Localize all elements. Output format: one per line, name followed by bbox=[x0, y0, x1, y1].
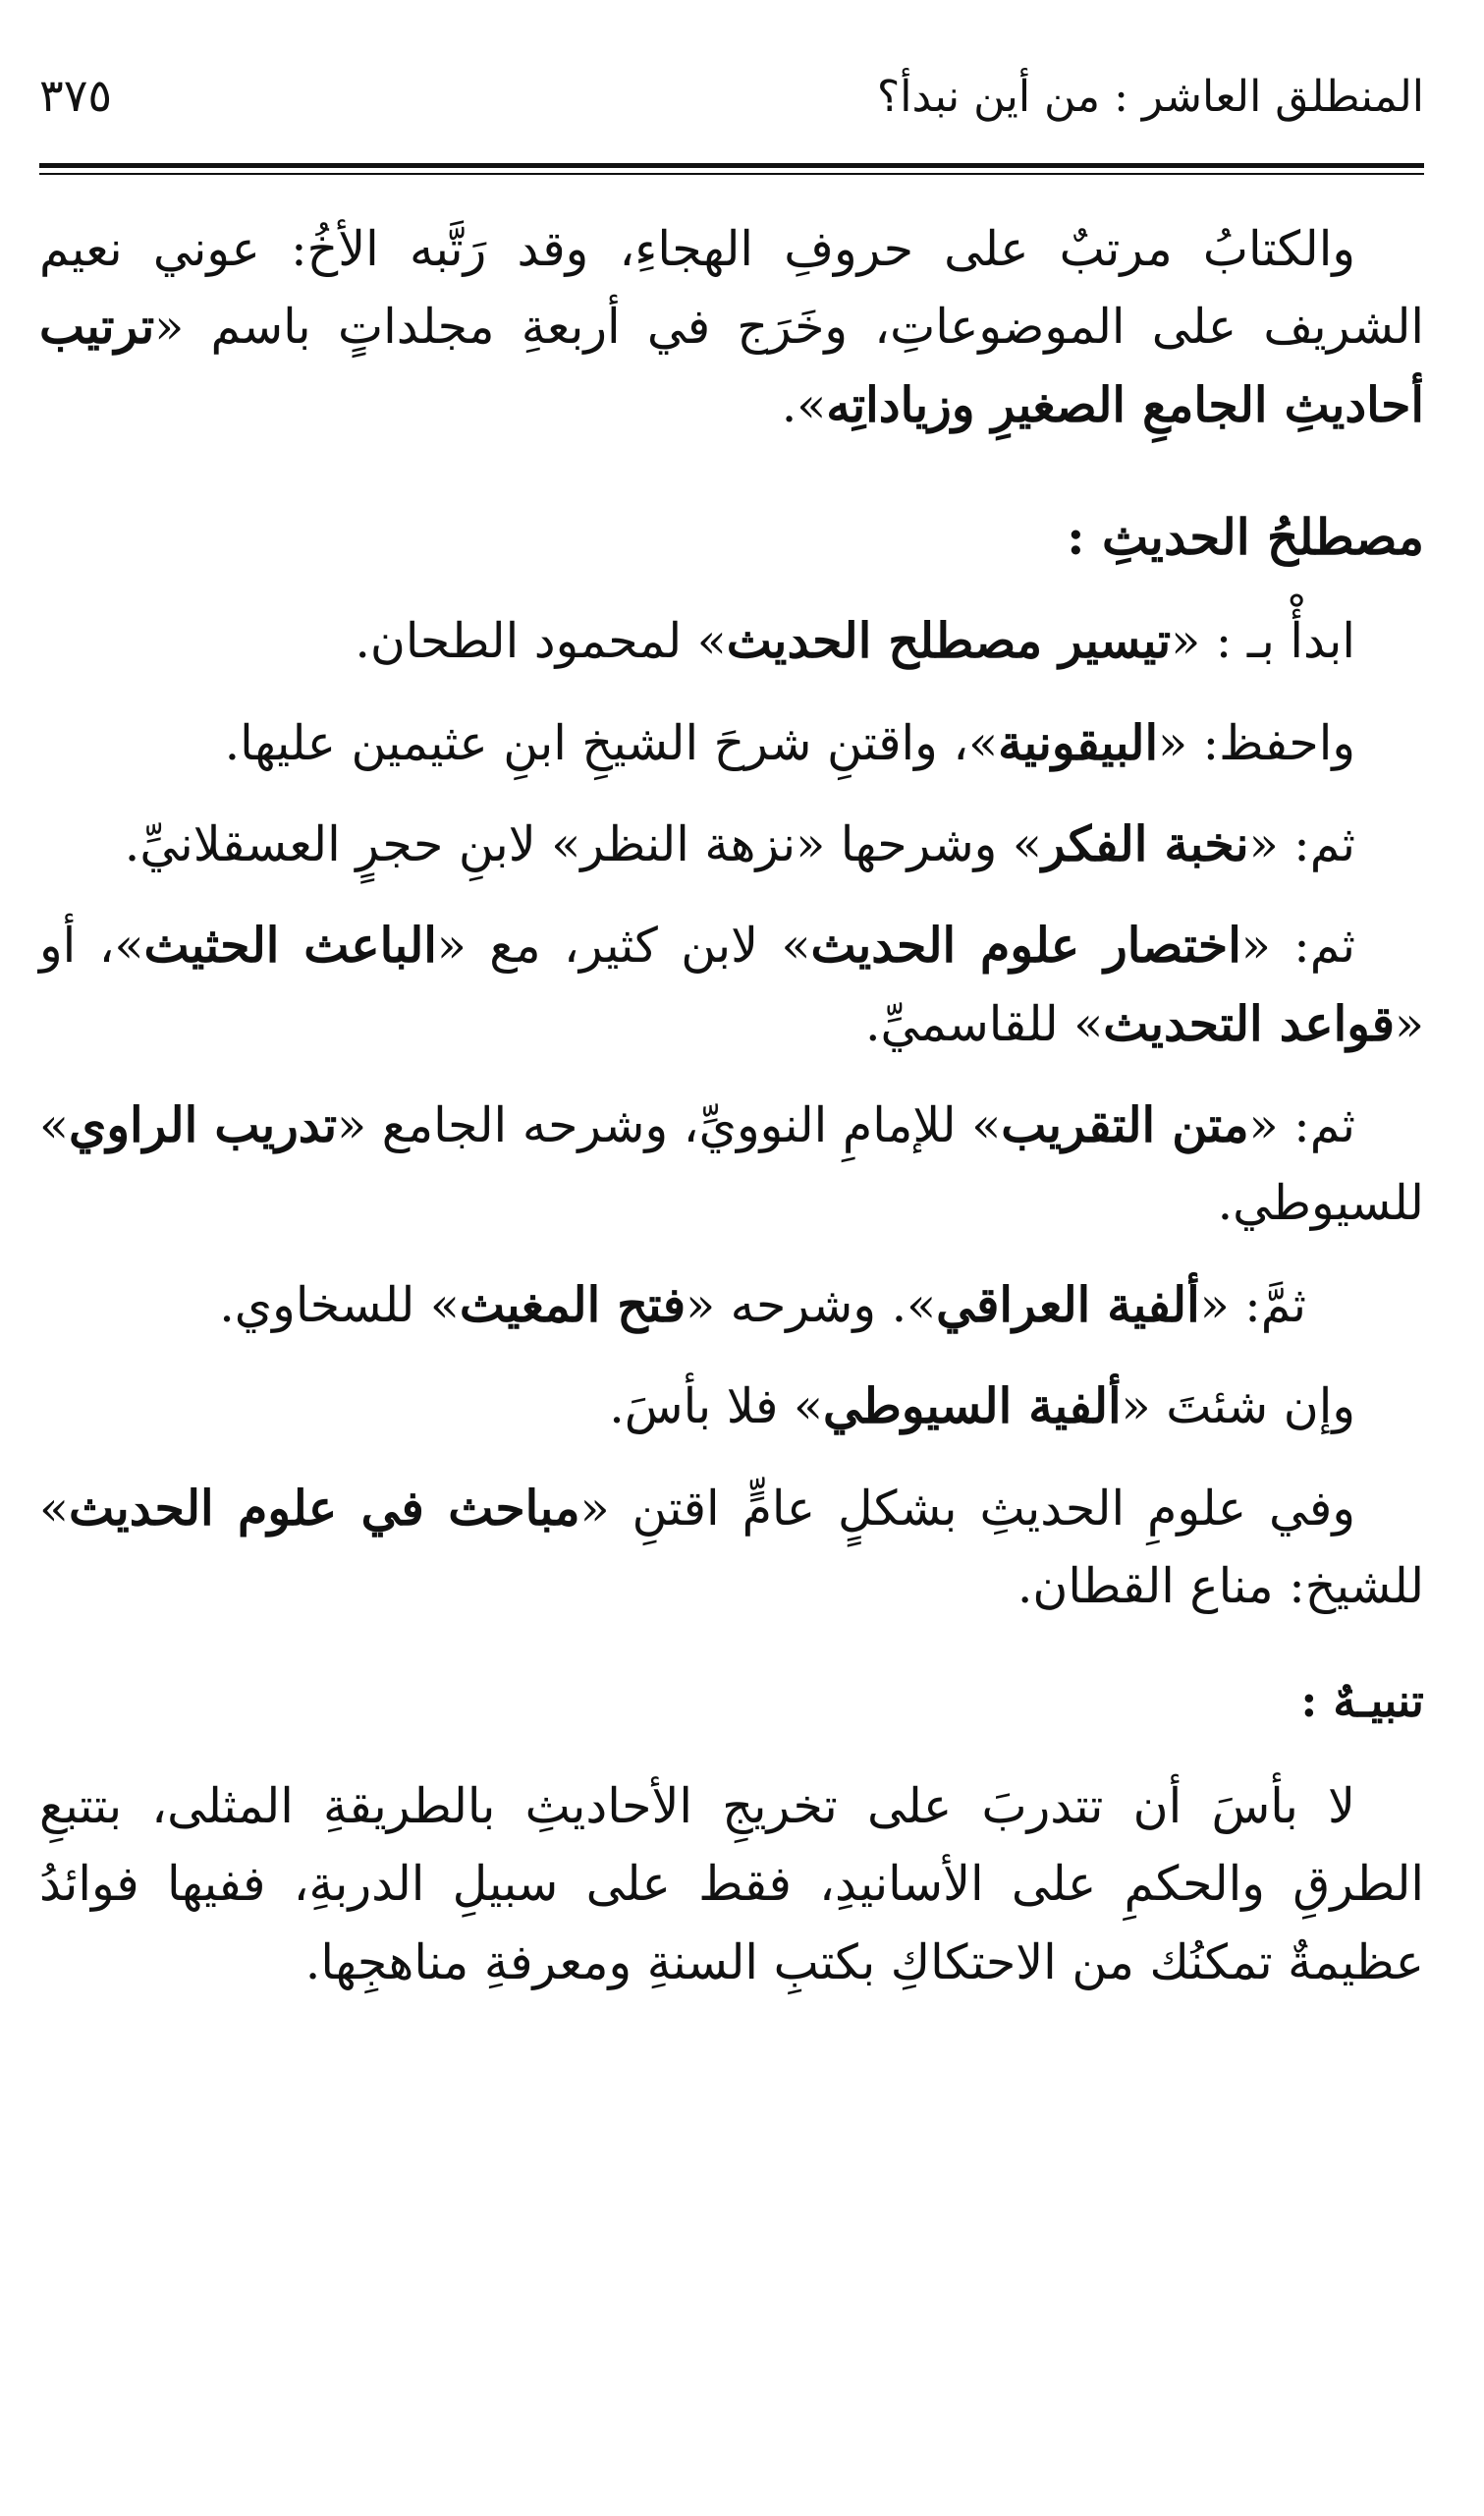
intro-paragraph: والكتابُ مرتبٌ على حروفِ الهجاءِ، وقد رَتَّبه الأخُ: عوني نعيم الشريف على الموضوعاتِ، وخَرَج في أربعةِ مجلداتٍ باسم «ترتيب أحاديثِ الجامعِ الصغيرِ وزياداتِه». bbox=[39, 221, 1424, 433]
book-title: تدريب الراوي bbox=[68, 1096, 338, 1153]
book-title: قواعد التحديث bbox=[1103, 994, 1396, 1052]
list-item: ابدأْ بـ : «تيسير مصطلح الحديث» لمحمود الطحان. bbox=[355, 612, 1355, 670]
book-title: تيسير مصطلح الحديث bbox=[726, 612, 1172, 670]
list-item: ثمَّ: «ألفية العراقي». وشرحه «فتح المغيث» للسخاوي. bbox=[219, 1275, 1306, 1333]
book-title: مباحث في علوم الحديث bbox=[68, 1479, 580, 1537]
header-rule-thick bbox=[39, 163, 1424, 168]
running-title: المنطلق العاشر : من أين نبدأ؟ bbox=[876, 72, 1424, 122]
page-content bbox=[39, 210, 1424, 2001]
section-heading: مصطلحُ الحديثِ : bbox=[1067, 508, 1424, 567]
page-number: ٣٧٥ bbox=[39, 69, 113, 122]
book-title: ألفية العراقي bbox=[936, 1275, 1200, 1333]
running-header bbox=[39, 69, 1424, 157]
book-title: متن التقريب bbox=[1001, 1096, 1249, 1153]
list-item: وإن شئتَ «ألفية السيوطي» فلا بأسَ. bbox=[609, 1377, 1355, 1435]
book-title: فتح المغيث bbox=[459, 1275, 687, 1333]
book-title: الباعث الحثيث bbox=[143, 917, 437, 975]
list-item: واحفظ: «البيقونية»، واقتنِ شرحَ الشيخِ ابنِ عثيمين عليها. bbox=[224, 713, 1355, 771]
book-title: ألفية السيوطي bbox=[822, 1377, 1122, 1435]
book-title: اختصار علوم الحديث bbox=[810, 917, 1241, 975]
note-heading: تنبيـهٌ : bbox=[1300, 1674, 1424, 1728]
book-page bbox=[39, 69, 1424, 2001]
book-title: ترتيب أحاديثِ الجامعِ الصغيرِ وزياداتِه bbox=[39, 298, 1424, 433]
header-rule-thin bbox=[39, 173, 1424, 175]
note-paragraph: لا بأسَ أن تتدربَ على تخريجِ الأحاديثِ بالطريقةِ المثلى، بتتبعِ الطرقِ والحكمِ على الأسانيدِ، فقط على سبيلِ الدربةِ، ففيها فوائدُ عظيمةٌ تمكنُك من الاحتكاكِ بكتبِ السنةِ ومعرفةِ مناهجِها. bbox=[39, 1777, 1424, 1990]
list-item: ثم: «نخبة الفكر» وشرحها «نزهة النظر» لابنِ حجرٍ العسقلانيِّ. bbox=[124, 814, 1355, 872]
list-item: ثم: «اختصار علوم الحديث» لابن كثير، مع «الباعث الحثيث»، أو «قواعد التحديث» للقاسميِّ. bbox=[39, 917, 1424, 1052]
list-item: ثم: «متن التقريب» للإمامِ النوويِّ، وشرحه الجامع «تدريب الراوي» للسيوطي. bbox=[39, 1096, 1424, 1232]
book-title: البيقونية bbox=[998, 713, 1159, 771]
list-item: وفي علومِ الحديثِ بشكلٍ عامٍّ اقتنِ «مباحث في علوم الحديث» للشيخ: مناع القطان. bbox=[39, 1479, 1424, 1614]
book-title: نخبة الفكر bbox=[1041, 814, 1249, 872]
